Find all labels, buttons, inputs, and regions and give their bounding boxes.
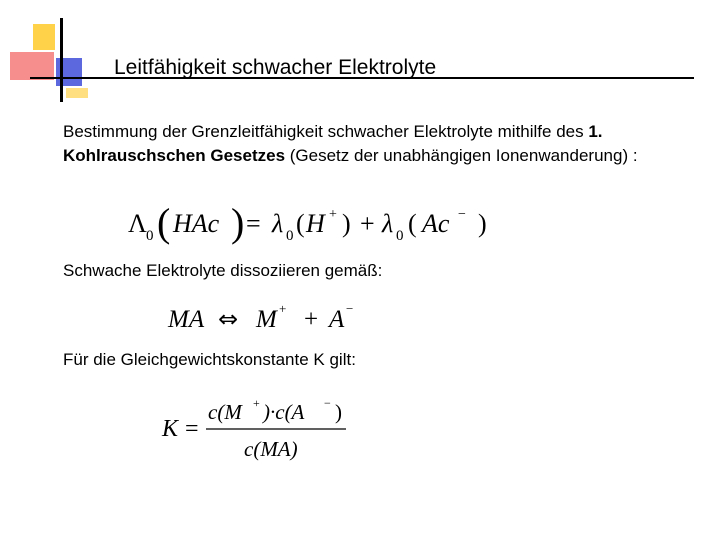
- paragraph-kohlrausch: [63, 120, 693, 168]
- paragraph-equilibrium: Für die Gleichgewichtskonstante K gilt:: [63, 350, 356, 369]
- numerator: [208, 396, 342, 424]
- sub-zero-2: 0: [286, 228, 294, 244]
- lambda-1: λ: [272, 209, 284, 238]
- logo-vertical-line: [60, 18, 63, 102]
- numerator-part-3: ): [335, 400, 342, 424]
- k-symbol: K: [162, 416, 179, 442]
- paren-open-3: (: [408, 209, 417, 238]
- numerator-part-2: )·c(A: [263, 400, 305, 424]
- ma: MA: [168, 306, 205, 333]
- law-name: 1. Kohlrauschschen Gesetzes: [63, 122, 603, 165]
- lambda-cap: Λ: [128, 209, 147, 238]
- paragraph-dissociation: Schwache Elektrolyte dissoziieren gemäß:: [63, 261, 383, 280]
- ac-ion: Ac: [422, 209, 450, 238]
- logo-red-block: [10, 52, 54, 80]
- kohlrausch-formula: [128, 200, 498, 244]
- paren-close: ): [231, 200, 245, 245]
- lambda-2: λ: [382, 209, 394, 238]
- logo-yellow-accent: [66, 88, 88, 98]
- m-ion: M: [256, 306, 277, 333]
- paren-close-2: ): [342, 209, 351, 238]
- slide-logo: [0, 0, 100, 110]
- equilibrium-arrow: ⇔: [218, 305, 239, 333]
- h-ion: H: [306, 209, 325, 238]
- plus-sup: +: [279, 301, 287, 316]
- sub-zero: 0: [146, 228, 154, 244]
- plus-sup: +: [329, 207, 337, 222]
- logo-yellow-block: [33, 24, 55, 50]
- paren-open: (: [157, 200, 171, 245]
- paragraph-text-cont: (Gesetz der unabhängigen Ionenwanderung) :: [285, 146, 638, 165]
- dissociation-formula: [168, 300, 368, 336]
- paren-open-2: (: [296, 209, 305, 238]
- plus: +: [360, 209, 375, 238]
- denominator: c(MA): [244, 437, 298, 461]
- paragraph-text: Bestimmung der Grenzleitfähigkeit schwacher Elektrolyte mithilfe des: [63, 122, 589, 141]
- numerator-minus-sup: −: [324, 396, 331, 410]
- equals: =: [246, 209, 261, 238]
- minus-sup: −: [346, 301, 354, 316]
- numerator-part-1: c(M: [208, 400, 242, 424]
- slide-title: Leitfähigkeit schwacher Elektrolyte: [114, 56, 437, 79]
- equilibrium-formula: [160, 396, 360, 466]
- a-ion: A: [329, 306, 345, 333]
- numerator-plus-sup: +: [253, 396, 260, 410]
- equals: =: [185, 416, 199, 442]
- minus-sup: −: [458, 207, 466, 222]
- plus: +: [304, 306, 319, 333]
- hac: HAc: [173, 209, 220, 238]
- paren-close-3: ): [478, 209, 487, 238]
- sub-zero-3: 0: [396, 228, 404, 244]
